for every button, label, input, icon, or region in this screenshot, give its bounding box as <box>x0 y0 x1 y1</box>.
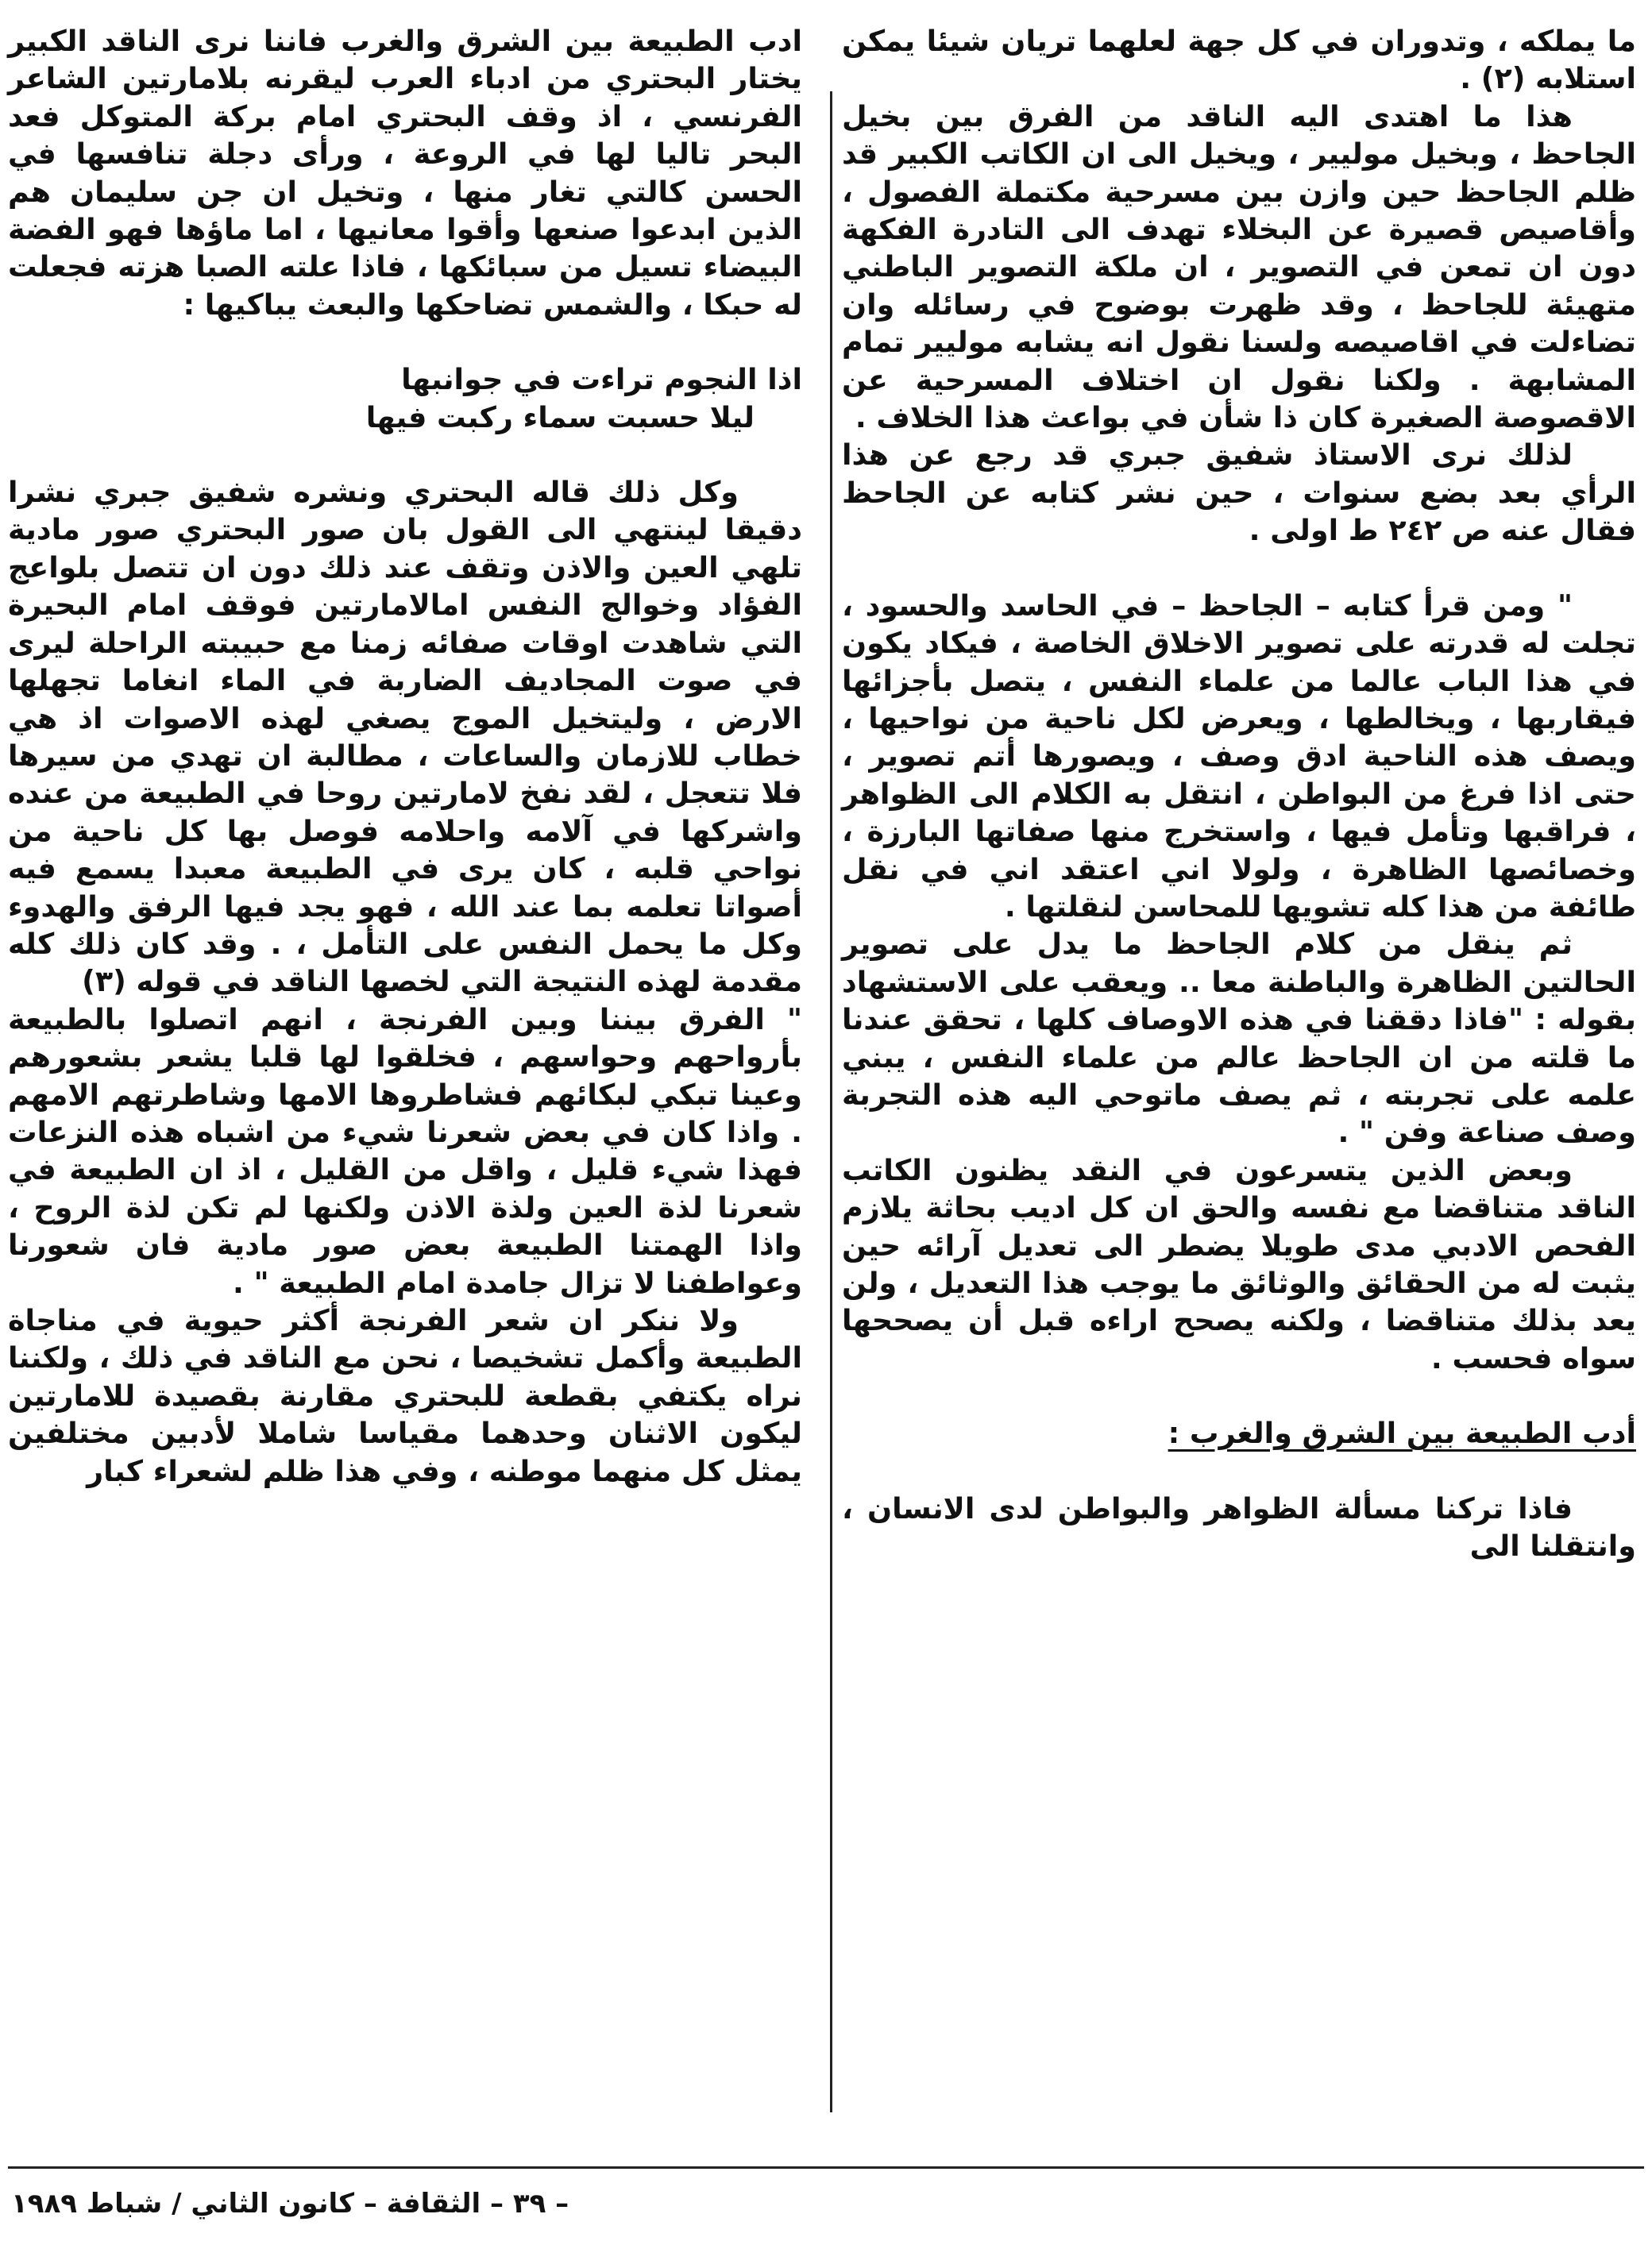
left-column <box>8 22 802 1490</box>
right-column <box>842 22 1636 1564</box>
footer-rule <box>8 2166 1644 2169</box>
quote-paragraph: " ومن قرأ كتابه – الجاحظ – في الحاسد والحسود ، تجلت له قدرته على تصوير الاخلاق الخاصة ، فيكاد يكون في هذا الباب عالما من علماء النفس ، يتصل بأجزائها فيقاربها ، ويخالطها ، ويعرض لكل ناحية من نواحيها ، ويصف هذه الناحية ادق وصف ، ويصورها أتم تصوير ، حتى اذا فرغ من البواطن ، انتقل به الكلام الى الظواهر ، فراقبها وتأمل فيها ، واستخرج منها صفاتها البارزة ، وخصائصها الظاهرة ، ولولا اني اعتقد اني في نقل طائفة من هذا كله تشويها للمحاسن لنقلتها . <box>842 588 1636 924</box>
column-divider <box>830 91 832 2112</box>
verse-line: اذا النجوم تراءت في جوانبها <box>401 362 802 397</box>
section-heading: أدب الطبيعة بين الشرق والغرب : <box>1168 1416 1636 1451</box>
paragraph: ولا ننكر ان شعر الفرنجة أكثر حيوية في مناجاة الطبيعة وأكمل تشخيصا ، نحن مع الناقد في ذلك ، ولكننا نراه يكتفي بقطعة للبحتري مقارنة بقصيدة للامارتين ليكون الاثنان وحدهما مقياسا شاملا لأدبين مختلفين يمثل كل منهما موطنه ، وفي هذا ظلم لشعراء كبار <box>8 1303 802 1488</box>
paragraph: فاذا تركنا مسألة الظواهر والبواطن لدى الانسان ، وانتقلنا الى <box>842 1491 1636 1564</box>
verse <box>8 361 802 436</box>
paragraph: وبعض الذين يتسرعون في النقد يظنون الكاتب الناقد متناقضا مع نفسه والحق ان كل اديب بحاثة يلازم الفحص الادبي مدى طويلا يضطر الى تعديل آرائه حين يثبت له من الحقائق والوثائق ما يوجب هذا التعديل ، ولن يعد بذلك متناقضا ، ولكنه يصحح اراءه قبل أن يصححها سواه فحسب . <box>842 1152 1636 1375</box>
paragraph: لذلك نرى الاستاذ شفيق جبري قد رجع عن هذا الرأي بعد بضع سنوات ، حين نشر كتابه عن الجاحظ فقال عنه ص ٢٤٢ ط اولى . <box>842 438 1636 548</box>
quote-paragraph: " الفرق بيننا وبين الفرنجة ، انهم اتصلوا بالطبيعة بأرواحهم وحواسهم ، فخلقوا لها قلبا يشعر بشعورهم وعينا تبكي لبكائهم فشاطروها الامها وشاطرتهم الامهم . واذا كان في بعض شعرنا شيء من اشباه هذه النزعات فهذا شيء قليل ، واقل من القليل ، اذ ان الطبيعة في شعرنا لذة العين ولذة الاذن ولكنها لم تكن لذة الروح ، واذا الهمتنا الطبيعة بعض صور مادية فان شعورنا وعواطفنا لا تزال جامدة امام الطبيعة " . <box>8 1001 802 1300</box>
verse-line: ليلا حسبت سماء ركبت فيها <box>365 399 755 434</box>
paragraph: ما يملكه ، وتدوران في كل جهة لعلهما تريان شيئا يمكن استلابه (٢) . <box>842 24 1636 96</box>
paragraph: هذا ما اهتدى اليه الناقد من الفرق بين بخيل الجاحظ ، وبخيل موليير ، ويخيل الى ان الكاتب الكبير قد ظلم الجاحظ حين وازن بين مسرحية مكتملة الفصول ، وأقاصيص قصيرة عن البخلاء تهدف الى التادرة الفكهة دون ان تمعن في التصوير ، ان ملكة التصوير الباطني متهيئة للجاحظ ، وقد ظهرت بوضوح في رسائله وان تضاءلت في اقاصيصه ولسنا نقول انه يشابه موليير تمام المشابهة . ولكنا نقول ان اختلاف المسرحية عن الاقصوصة الصغيرة كان ذا شأن في بواعث هذا الخلاف . <box>842 98 1636 435</box>
paragraph: وكل ذلك قاله البحتري ونشره شفيق جبري نشرا دقيقا لينتهي الى القول بان صور البحتري صور مادية تلهي العين والاذن وتقف عند ذلك دون ان تتصل بلواعج الفؤاد وخوالج النفس امالامارتين فوقف امام البحيرة التي شاهدت اوقات صفائه زمنا مع حبيبته الراحلة ليرى في صوت المجاديف الضاربة في الماء انغاما تجهلها الارض ، وليتخيل الموج يصغي لهذه الاصوات اذ هي خطاب للازمان والساعات ، مطالبة ان تهدي من سيرها فلا تتعجل ، لقد نفخ لامارتين روحا في الطبيعة من عنده واشركها في آلامه واحلامه فوصل بها كل ناحية من نواحي قلبه ، كان يرى في الطبيعة معبدا يسمع فيه أصواتا تعلمه بما عند الله ، فهو يجد فيها الرفق والهدوء وكل ما يحمل النفس على التأمل ، . وقد كان ذلك كله مقدمة لهذه النتيجة التي لخصها الناقد في قوله (٣) <box>8 475 802 999</box>
paragraph: ثم ينقل من كلام الجاحظ ما يدل على تصوير الحالتين الظاهرة والباطنة معا .. ويعقب على الاستشهاد بقوله : "فاذا دققنا في هذه الاوصاف كلها ، تحقق عندنا ما قلته من ان الجاحظ عالم من علماء النفس ، يبني علمه على تجربته ، ثم يصف ماتوحي اليه هذه التجربة وصف صناعة وفن " . <box>842 927 1636 1150</box>
paragraph: ادب الطبيعة بين الشرق والغرب فاننا نرى الناقد الكبير يختار البحتري من ادباء العرب ليقرنه بلامارتين الشاعر الفرنسي ، اذ وقف البحتري امام بركة المتوكل فعد البحر تاليا لها في الروعة ، ورأى دجلة تنافسها في الحسن كالتي تغار منها ، وتخيل ان جن سليمان هم الذين ابدعوا صنعها وأقوا معانيها ، اما ماؤها فهو الفضة البيضاء تسيل من سبائكها ، فاذا علته الصبا هزته فجعلت له حبكا ، والشمس تضاحكها والبعث يباكيها : <box>8 24 802 322</box>
page-footer: – ٣٩ – الثقافة – كانون الثاني / شباط ١٩٨٩ <box>11 2188 569 2220</box>
